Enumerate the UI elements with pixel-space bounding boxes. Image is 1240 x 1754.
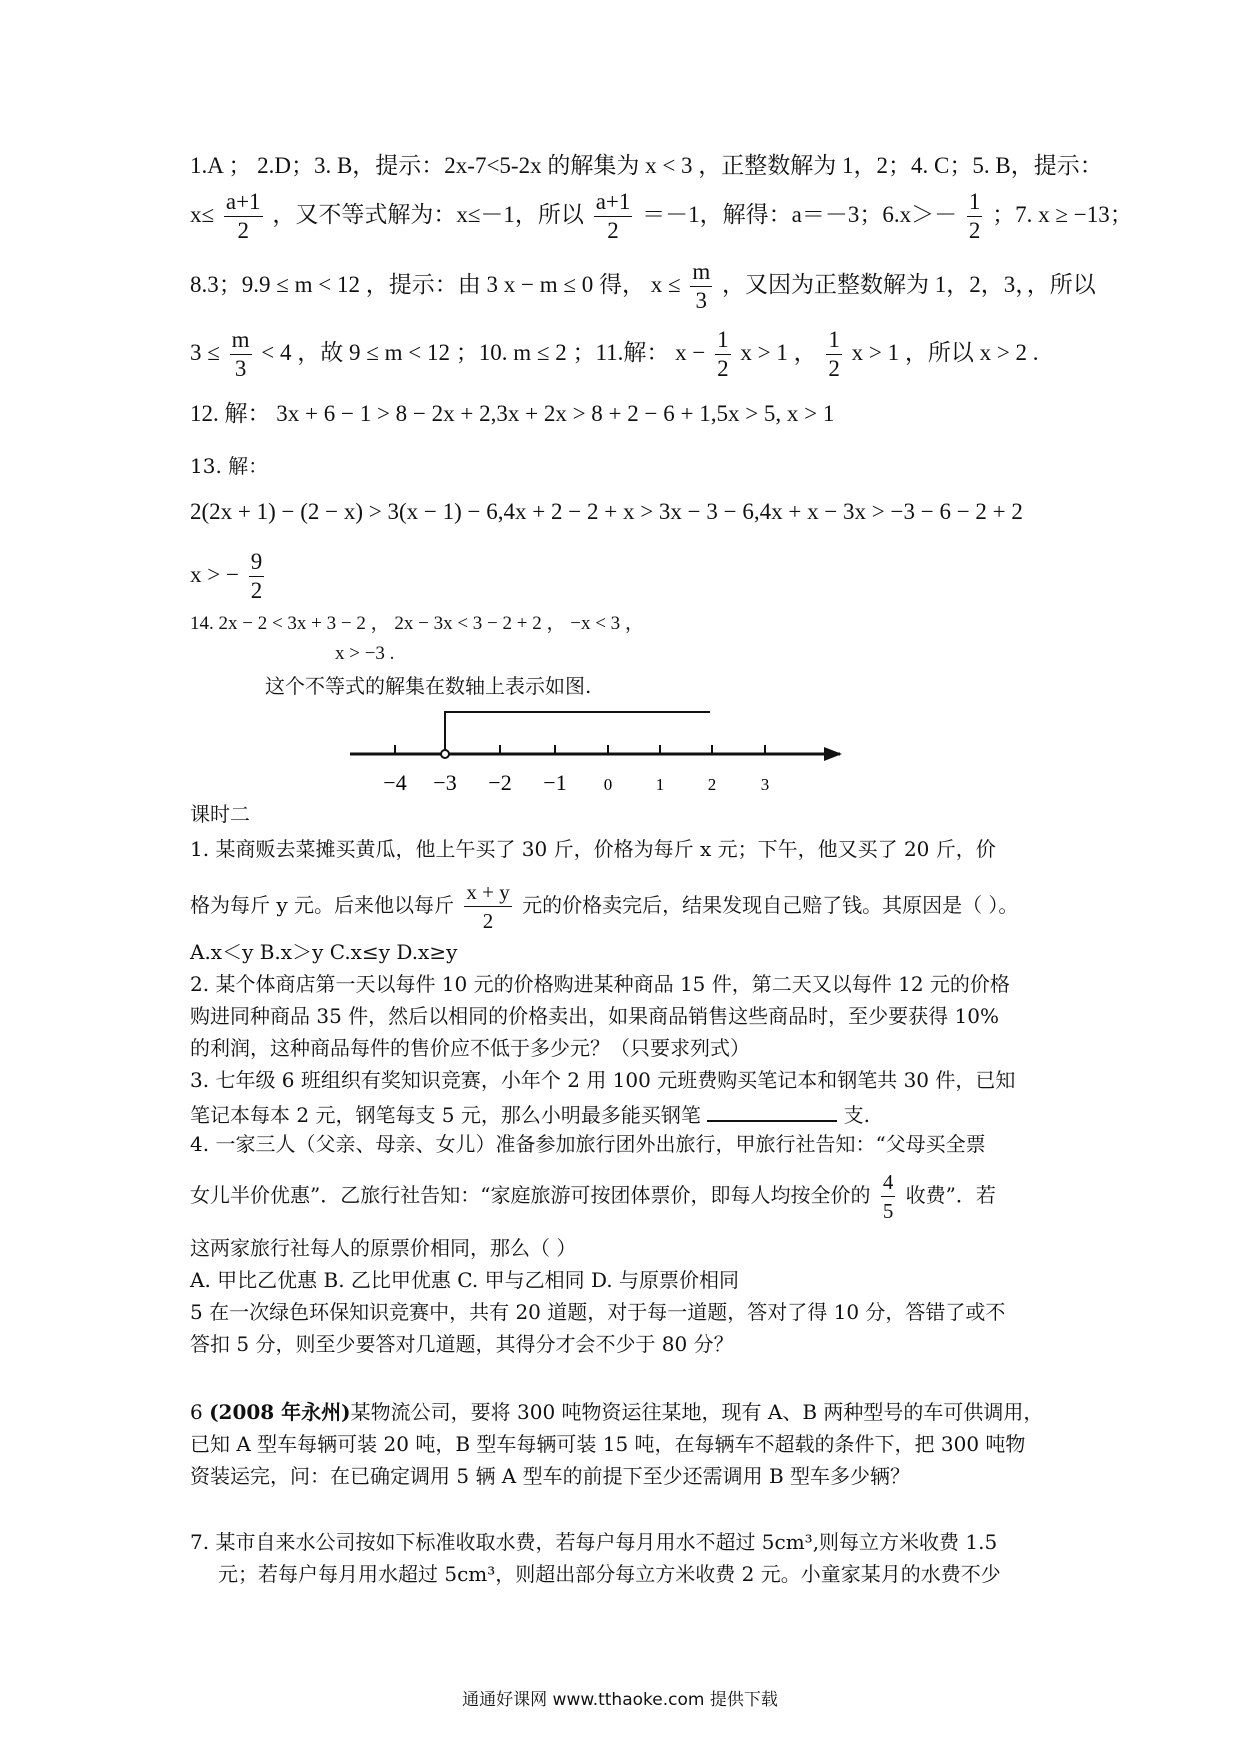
fraction-denominator: 2 — [717, 356, 729, 381]
open-point-circle — [441, 750, 449, 758]
q4-line-2-part-b: 收费”．若 — [905, 1183, 996, 1207]
fraction-one-half-third — [826, 326, 842, 383]
fraction-denominator: 5 — [882, 1199, 894, 1223]
answer-line-3-part-b: ，又因为正整数解为 1，2，3，，所以 — [721, 271, 1096, 297]
answer-line-4-part-b: < 4 ，故 9 ≤ m < 12 ；10. m ≤ 2 ；11.解： x − — [261, 339, 706, 365]
number-line-arrow-icon — [824, 747, 842, 761]
fraction-denominator: 2 — [828, 356, 840, 381]
answer-line-2-part-d: ；7. x ≥ −13； — [992, 201, 1133, 227]
tick-label: −4 — [383, 770, 407, 795]
fraction-numerator: a+1 — [224, 188, 263, 217]
q2-line-3: 的利润，这种商品每件的售价应不低于多少元？（只要求列式） — [190, 1036, 750, 1060]
fraction-denominator: 2 — [607, 218, 619, 243]
q1-line-2-part-a: 格为每斤 y 元。后来他以每斤 — [190, 893, 455, 917]
q4-line-1: 4. 一家三人（父亲、母亲、女儿）准备参加旅行团外出旅行，甲旅行社告知：“父母买全票 — [190, 1132, 986, 1156]
fraction-numerator: x + y — [464, 878, 511, 907]
answer-line-3-part-a: 8.3；9.9 ≤ m < 12 ，提示：由 3 x − m ≤ 0 得， x ≤ — [190, 271, 681, 297]
answer-line-2-part-c: ＝－1，解得：a＝－3；6.x＞－ — [642, 201, 958, 227]
question-13-solution: 2(2x + 1) − (2 − x) > 3(x − 1) − 6,4x + 2 − 2 + x > 3x − 3 − 6,4x + x − 3x > −3 − 6 − 2 + 2 — [190, 499, 1023, 524]
answer-line-4-part-a: 3 ≤ — [190, 339, 220, 365]
answer-line-2 — [190, 188, 1133, 245]
question-13-result — [190, 548, 268, 605]
tick-label: 2 — [707, 775, 717, 794]
question-14-line-2: x > −3 . — [335, 643, 395, 664]
lesson-two-title: 课时二 — [190, 802, 250, 826]
answer-line-4-part-c: x > 1 ， — [740, 339, 817, 365]
q4-line-2 — [190, 1168, 996, 1225]
q5-line-1: 5 在一次绿色环保知识竞赛中，共有 20 道题，对于每一道题，答对了得 10 分，答错了或不 — [190, 1300, 1006, 1324]
fraction-denominator: 2 — [968, 218, 981, 243]
q1-options: A.x＜y B.x＞y C.x≤y D.x≥y — [190, 940, 458, 964]
fraction-nine-halves — [249, 548, 265, 605]
answer-blank[interactable] — [707, 1098, 837, 1122]
fraction-numerator: 1 — [826, 326, 842, 355]
question-13-result-prefix: x > − — [190, 561, 239, 587]
fraction-four-fifths — [881, 1168, 896, 1225]
q1-line-1: 1. 某商贩去菜摊买黄瓜，他上午买了 30 斤，价格为每斤 x 元；下午，他又买了 20 斤，价 — [190, 837, 996, 861]
q4-line-3: 这两家旅行社每人的原票价相同，那么（ ） — [190, 1236, 577, 1260]
answer-line-4 — [190, 326, 1039, 383]
q6-line-3: 资装运完，问：在已确定调用 5 辆 A 型车的前提下至少还需调用 B 型车多少辆？ — [190, 1464, 911, 1488]
fraction-m-over-3 — [690, 258, 712, 315]
number-line-diagram — [350, 690, 870, 800]
answer-line-1: 1.A ； 2.D；3. B，提示：2x-7<5-2x 的解集为 x < 3 ，正整数解为 1，2；4. C；5. B，提示： — [190, 153, 1103, 178]
fraction-a-plus-1-over-2-second — [594, 188, 633, 245]
tick-label: 1 — [655, 775, 665, 794]
page-footer: 通通好课网 www.tthaoke.com 提供下载 — [462, 1690, 778, 1710]
q3-line-2 — [190, 1098, 870, 1129]
fraction-numerator: 1 — [715, 326, 731, 355]
q1-line-2-part-b: 元的价格卖完后，结果发现自己赔了钱。其原因是（ ）。 — [522, 893, 1019, 917]
fraction-numerator: m — [230, 326, 252, 355]
fraction-denominator: 2 — [250, 578, 263, 603]
fraction-numerator: a+1 — [594, 188, 633, 217]
q7-line-2: 元；若每户每月用水超过 5cm³，则超出部分每立方米收费 2 元。小童家某月的水费不少 — [218, 1562, 1001, 1586]
fraction-one-half-second — [715, 326, 731, 383]
fraction-m-over-3-second — [230, 326, 252, 383]
q6-prefix: 6 — [190, 1400, 210, 1424]
fraction-denominator: 3 — [695, 288, 708, 313]
tick-label: −1 — [543, 770, 567, 795]
tick-label: −3 — [433, 770, 457, 795]
q5-line-2: 答扣 5 分，则至少要答对几道题，其得分才会不少于 80 分？ — [190, 1332, 734, 1356]
fraction-a-plus-1-over-2 — [224, 188, 263, 245]
fraction-denominator: 3 — [234, 356, 247, 381]
fraction-one-half — [967, 188, 983, 245]
question-14-line-3: 这个不等式的解集在数轴上表示如图. — [265, 674, 592, 698]
tick-label: 3 — [760, 775, 770, 794]
answer-line-3 — [190, 258, 1096, 315]
q3-line-1: 3. 七年级 6 班组织有奖知识竞赛，小年个 2 用 100 元班费购买笔记本和钢笔共 30 件，已知 — [190, 1068, 1016, 1092]
q6-line-1-text: 某物流公司，要将 300 吨物资运往某地，现有 A、B 两种型号的车可供调用， — [350, 1400, 1044, 1424]
q2-line-2: 购进同种商品 35 件，然后以相同的价格卖出，如果商品销售这些商品时，至少要获得 10% — [190, 1004, 999, 1028]
q3-line-2-part-b: 支. — [843, 1103, 870, 1127]
fraction-numerator: m — [690, 258, 712, 287]
q1-line-2 — [190, 878, 1018, 935]
answer-line-2-part-a: x≤ — [190, 201, 215, 227]
answer-line-2-part-b: ，又不等式解为：x≤－1，所以 — [272, 201, 584, 227]
fraction-denominator: 2 — [482, 909, 494, 933]
fraction-numerator: 9 — [249, 548, 265, 577]
q6-line-1 — [190, 1398, 1043, 1426]
q4-options: A. 甲比乙优惠 B. 乙比甲优惠 C. 甲与乙相同 D. 与原票价相同 — [190, 1268, 739, 1292]
tick-label: 0 — [603, 775, 613, 794]
solution-set-bracket — [445, 712, 710, 752]
fraction-numerator: 1 — [967, 188, 983, 217]
q2-line-1: 2. 某个体商店第一天以每件 10 元的价格购进某种商品 15 件，第二天又以每件 12 元的价格 — [190, 972, 1010, 996]
q6-source: (2008 年永州) — [209, 1400, 351, 1424]
q4-line-2-part-a: 女儿半价优惠”．乙旅行社告知：“家庭旅游可按团体票价，即每人均按全价的 — [190, 1183, 871, 1207]
q6-line-2: 已知 A 型车每辆可装 20 吨，B 型车每辆可装 15 吨，在每辆车不超载的条件下，把 300 吨物 — [190, 1432, 1026, 1456]
q7-line-1: 7. 某市自来水公司按如下标准收取水费，若每户每月用水不超过 5cm³,则每立方米收费 1.5 — [190, 1530, 998, 1554]
question-13-label: 13. 解： — [190, 454, 269, 478]
q3-line-2-part-a: 笔记本每本 2 元，钢笔每支 5 元，那么小明最多能买钢笔 — [190, 1103, 701, 1127]
fraction-numerator: 4 — [881, 1168, 896, 1197]
question-12-solution: 12. 解： 3x + 6 − 1 > 8 − 2x + 2,3x + 2x > 8 + 2 − 6 + 1,5x > 5, x > 1 — [190, 401, 835, 426]
answer-line-4-part-d: x > 1 ，所以 x > 2 . — [851, 339, 1039, 365]
fraction-x-plus-y-over-2 — [464, 878, 511, 935]
question-14-line-1: 14. 2x − 2 < 3x + 3 − 2 ， 2x − 3x < 3 − 2 + 2 ， −x < 3 ， — [190, 613, 644, 634]
fraction-denominator: 2 — [237, 218, 249, 243]
tick-label: −2 — [488, 770, 512, 795]
